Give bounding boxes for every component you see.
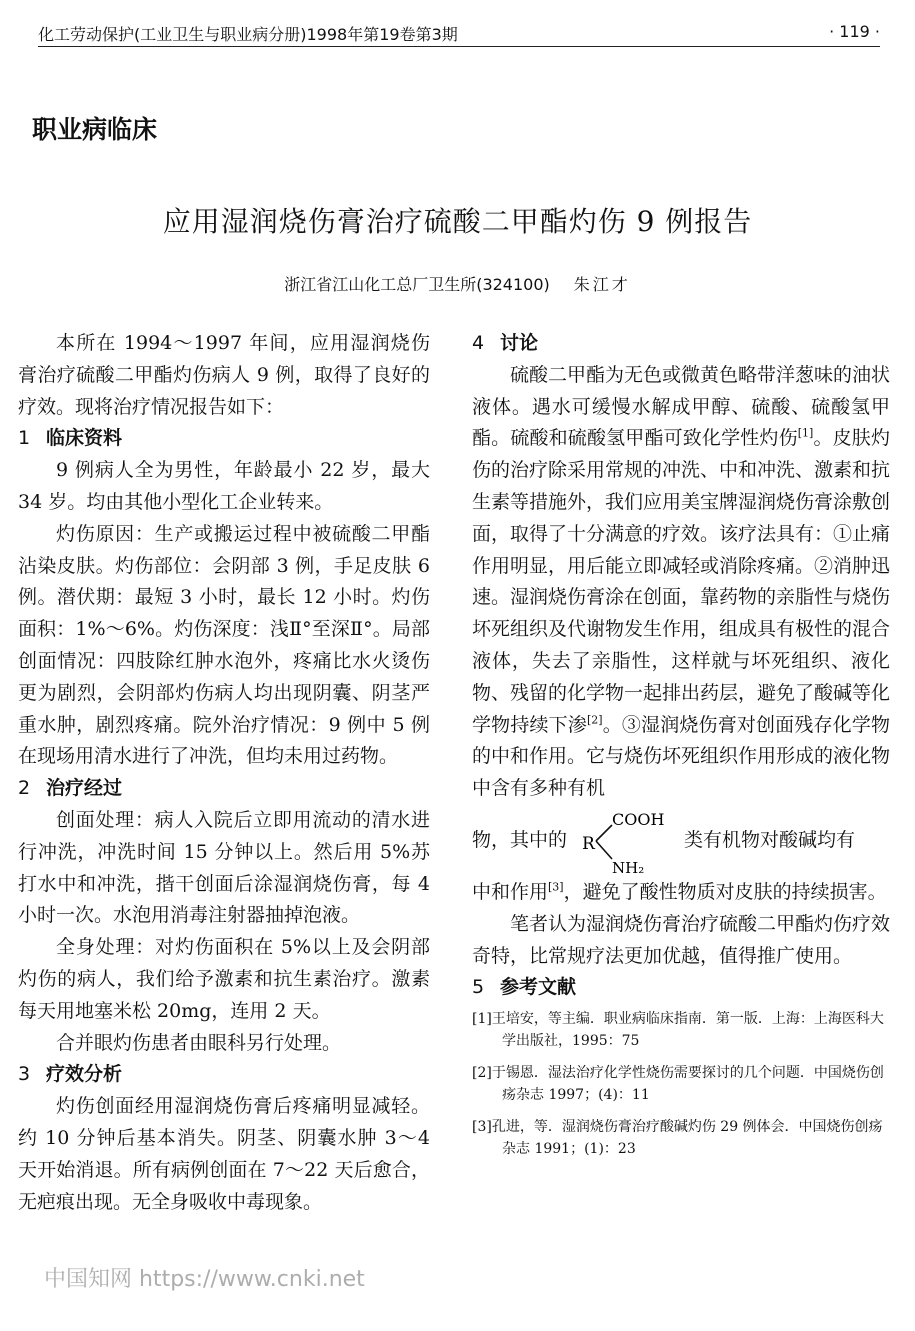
left-column <box>18 328 430 1218</box>
section-4-number: 4 <box>472 332 485 354</box>
section-5-title: 参考文献 <box>500 976 577 999</box>
right-column <box>472 328 890 1170</box>
section-3-paragraph-1: 灼伤创面经用湿润烧伤膏后疼痛明显减轻。约 10 分钟后基本消失。阴茎、阴囊水肿 3～4 天开始消退。所有病例创面在 7～22 天后愈合，无疤痕出现。无全身吸收中毒现象。 <box>18 1095 430 1213</box>
discussion-text-b: 。皮肤灼伤的治疗除采用常规的冲洗、中和冲洗、激素和抗生素等措施外，我们应用美宝牌湿润烧伤膏涂敷创面，取得了十分满意的疗效。该疗法具有：①止痛作用明显，用后能立即减轻或消除疼痛。②消肿迅速。湿润烧伤膏涂在创面，靠药物的亲脂性与烧伤坏死组织及代谢物发生作用，组成具有极性的混合液体，失去了亲脂性，这样就与坏死组织、液化物、残留的化学物一起排出药层，避免了酸碱等化学物持续下渗 <box>472 427 891 736</box>
reference-item: [3]孔进，等．湿润烧伤膏治疗酸碱灼伤 29 例体会．中国烧伤创疡杂志 1991；(1)：23 <box>472 1119 883 1158</box>
section-1-paragraph-2: 灼伤原因：生产或搬运过程中被硫酸二甲酯沾染皮肤。灼伤部位：会阴部 3 例，手足皮肤 6 例。潜伏期：最短 3 小时，最长 12 小时。灼伤面积：1%～6%。灼伤深度：浅Ⅱ°至深Ⅱ°。局部创面情况：四肢除红肿水泡外，疼痛比水火烫伤更为剧烈，会阴部灼伤病人均出现阴囊、阴茎严重水肿，剧烈疼痛。院外治疗情况：9 例中 5 例在现场用清水进行了冲洗，但均未用过药物。 <box>18 522 430 768</box>
formula-r: R <box>582 833 595 854</box>
citation-3: [3] <box>548 880 564 894</box>
citation-2: [2] <box>586 713 603 727</box>
journal-name: 化工劳动保护(工业卫生与职业病分册)1998年第19卷第3期 <box>38 25 458 44</box>
page-number: · 119 · <box>829 22 880 41</box>
discussion-text-e: ，避免了酸性物质对皮肤的持续损害。 <box>563 880 887 903</box>
author-affiliation: 浙江省江山化工总厂卫生所(324100) <box>284 275 550 294</box>
section-1-paragraph-1: 9 例病人全为男性，年龄最小 22 岁，最大 34 岁。均由其他小型化工企业转来。 <box>18 459 430 513</box>
section-4-heading <box>472 328 890 360</box>
running-header <box>38 20 880 47</box>
section-heading: 职业病临床 <box>32 115 158 144</box>
section-4-paragraph-2: 笔者认为湿润烧伤膏治疗硫酸二甲酯灼伤疗效奇特，比常规疗法更加优越，值得推广使用。 <box>472 912 891 967</box>
reference-item: [1]王培安，等主编．职业病临床指南．第一版．上海：上海医科大学出版社，1995：75 <box>472 1011 884 1050</box>
section-4-title: 讨论 <box>500 332 539 354</box>
section-1-title: 临床资料 <box>46 427 123 450</box>
reference-item: [2]于锡恩．湿法治疗化学性烧伤需要探讨的几个问题．中国烧伤创疡杂志 1997；(4)：11 <box>472 1065 884 1104</box>
discussion-text-d: 中和作用 <box>472 880 549 903</box>
section-3-number: 3 <box>18 1063 31 1086</box>
intro-paragraph: 本所在 1994～1997 年间，应用湿润烧伤膏治疗硫酸二甲酯灼伤病人 9 例，取得了良好的疗效。现将治疗情况报告如下： <box>18 332 430 418</box>
section-2-number: 2 <box>18 777 31 800</box>
section-1-heading <box>18 423 430 455</box>
section-2-title: 治疗经过 <box>46 777 123 800</box>
formula-trail-text: 类有机物对酸碱均有 <box>684 828 856 851</box>
formula-cooh: COOH <box>612 809 665 829</box>
section-4-paragraph-1 <box>472 360 890 805</box>
discussion-text-a: 硫酸二甲酯为无色或微黄色略带洋葱味的油状液体。遇水可缓慢水解成甲醇、硫酸、硫酸氢甲酯。硫酸和硫酸氢甲酯可致化学性灼伤 <box>472 363 891 450</box>
formula-bond-down <box>596 841 612 859</box>
section-5-number: 5 <box>472 976 485 999</box>
section-4-paragraph-1-end <box>472 877 890 909</box>
cnki-watermark: 中国知网 https://www.cnki.net <box>44 1267 365 1292</box>
section-1-number: 1 <box>18 427 31 450</box>
section-3-heading <box>18 1059 430 1091</box>
formula-lead-text: 物，其中的 <box>472 828 568 851</box>
section-5-heading <box>472 972 890 1004</box>
discussion-text-c: 。③湿润烧伤膏对创面残存化学物的中和作用。它与烧伤坏死组织作用形成的液化物中含有多种有机 <box>472 713 891 800</box>
author-line <box>0 272 915 295</box>
amino-acid-formula <box>582 805 682 877</box>
section-3-title: 疗效分析 <box>46 1063 123 1086</box>
section-2-paragraph-1: 创面处理：病人入院后立即用流动的清水进行冲洗，冲洗时间 15 分钟以上。然后用 5%苏打水中和冲洗，揩干创面后涂湿润烧伤膏，每 4 小时一次。水泡用消毒注射器抽掉泡液。 <box>18 808 430 927</box>
article-title: 应用湿润烧伤膏治疗硫酸二甲酯灼伤 9 例报告 <box>162 205 753 238</box>
formula-nh2: NH₂ <box>612 858 645 877</box>
formula-bond-up <box>596 825 612 841</box>
author-name: 朱江才 <box>573 275 631 294</box>
section-2-paragraph-3: 合并眼灼伤患者由眼科另行处理。 <box>56 1031 342 1054</box>
citation-1: [1] <box>797 427 814 441</box>
section-2-heading <box>18 773 430 805</box>
reference-list <box>472 1008 890 1160</box>
chemical-formula-line <box>472 805 890 877</box>
section-2-paragraph-2: 全身处理：对灼伤面积在 5%以上及会阴部灼伤的病人，我们给予激素和抗生素治疗。激素每天用地塞米松 20mg，连用 2 天。 <box>18 936 430 1022</box>
